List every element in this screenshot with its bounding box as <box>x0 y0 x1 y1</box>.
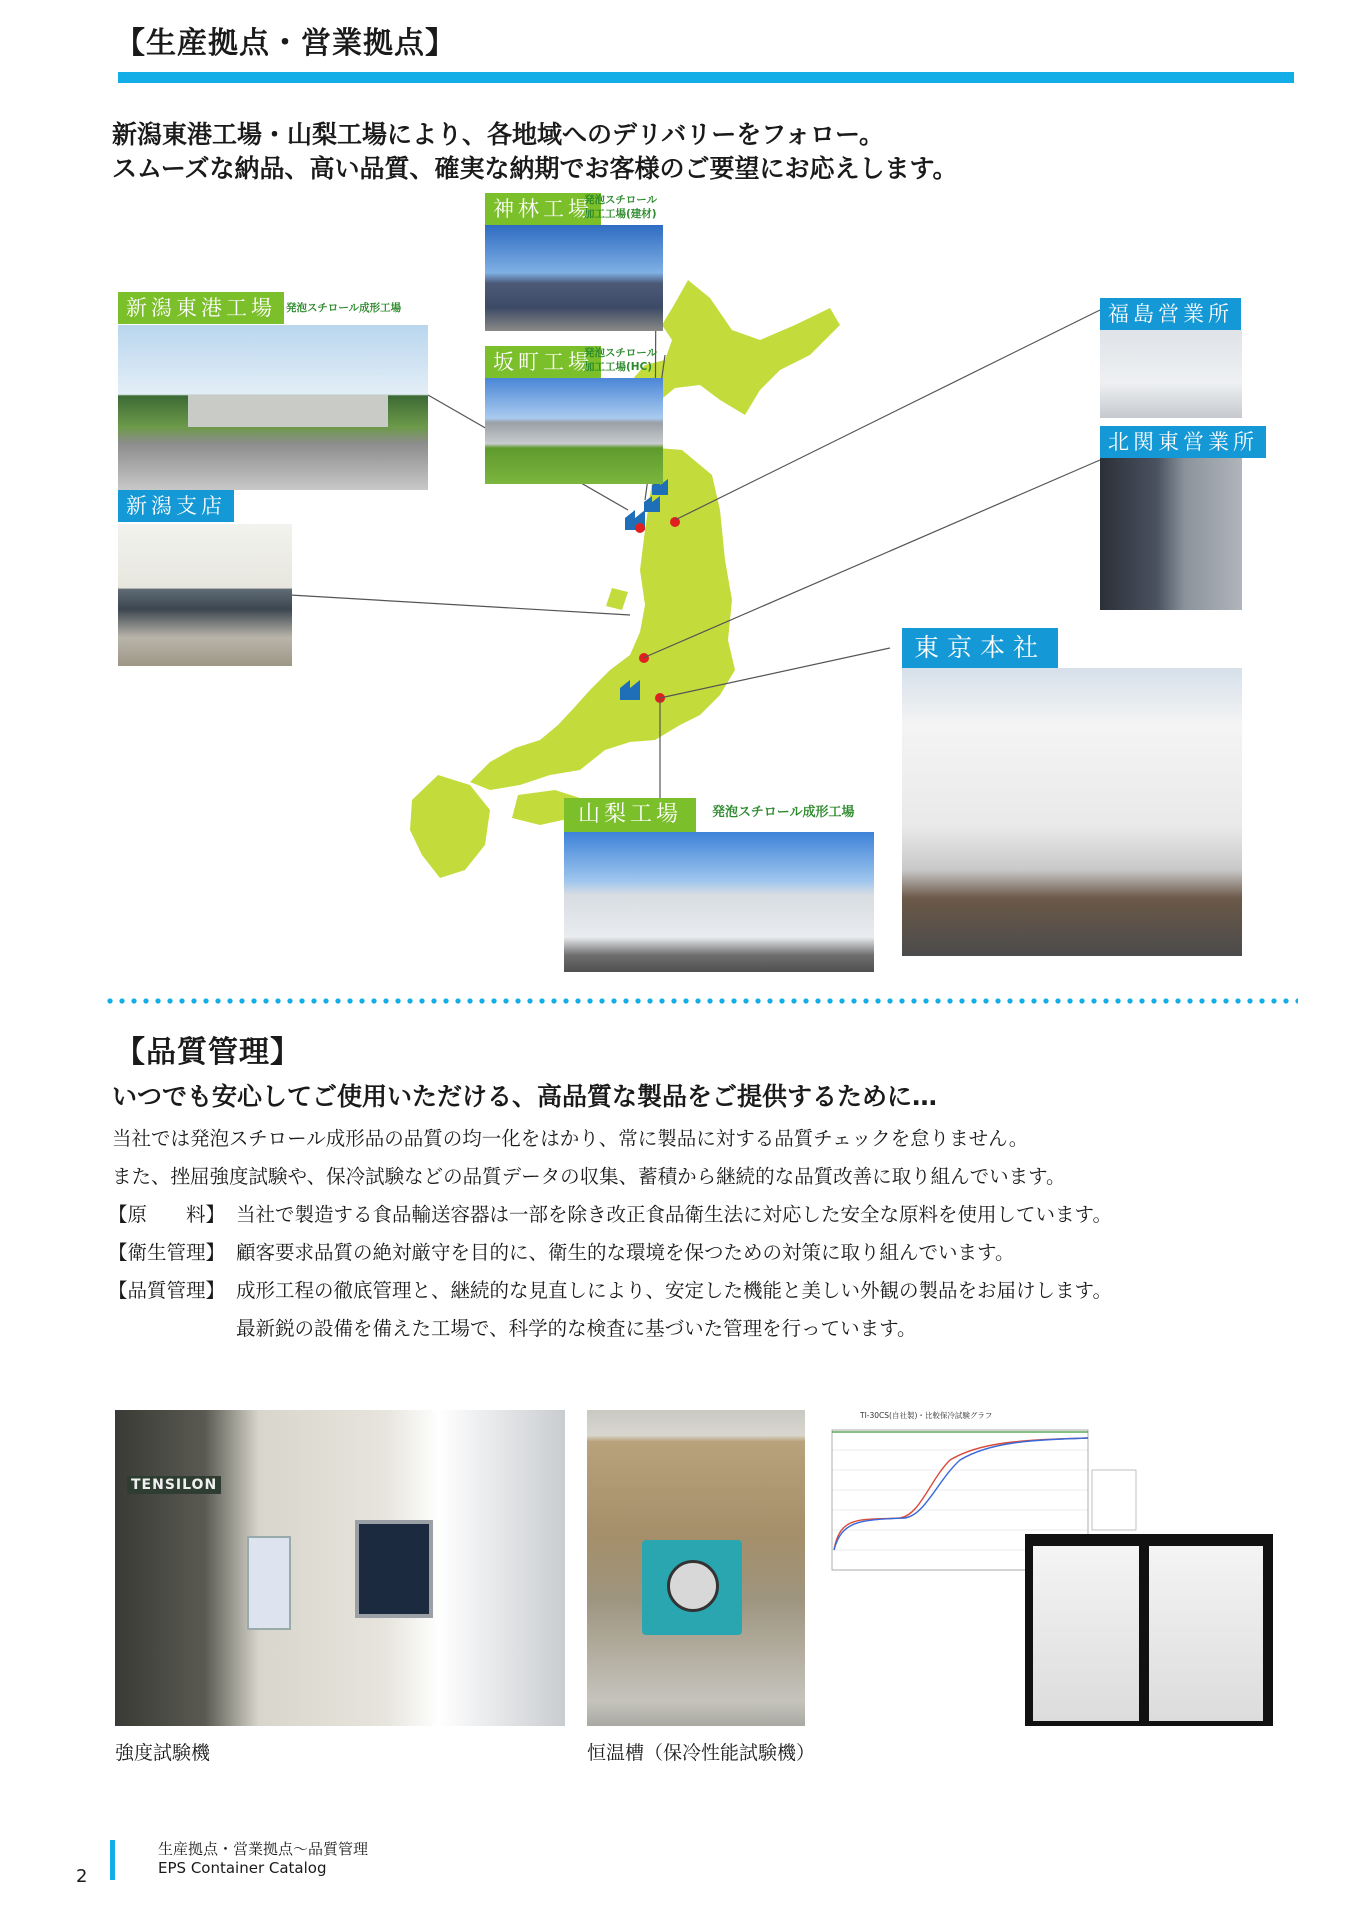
sites-lead-2: スムーズな納品、高い品質、確実な納期でお客様のご要望にお応えします。 <box>112 154 958 183</box>
photo-strength-tester <box>115 1410 565 1726</box>
eps-box-right <box>1149 1546 1263 1721</box>
caption-thermo: 恒温槽（保冷性能試験機） <box>587 1742 816 1764</box>
caption-strength: 強度試験機 <box>115 1742 211 1764</box>
footer-bar <box>110 1840 115 1880</box>
section-title-quality: 【品質管理】 <box>115 1035 301 1070</box>
tag-fukushima: 福島営業所 <box>1100 298 1241 330</box>
item-text-quality-2: 最新鋭の設備を備えた工場で、科学的な検査に基づいた管理を行っています。 <box>236 1317 917 1340</box>
photo-kitakanto <box>1100 458 1242 610</box>
hokkaido-shape <box>632 280 840 415</box>
item-label-material: 【原 料】 <box>108 1203 226 1226</box>
tag-niigata-branch: 新潟支店 <box>118 490 234 522</box>
tag-kitakanto: 北関東営業所 <box>1100 426 1266 458</box>
sub-yamanashi: 発泡スチロール成形工場 <box>712 805 855 820</box>
quality-line-2: また、挫屈強度試験や、保冷試験などの品質データの収集、蓄積から継続的な品質改善に取り組んでいます。 <box>112 1165 1066 1188</box>
title-underline <box>118 72 1294 83</box>
section-divider <box>104 998 1298 1004</box>
office-marker-niigata-branch <box>635 523 645 533</box>
sub-niigata-factory: 発泡スチロール成形工場 <box>286 302 402 314</box>
sites-lead-1: 新潟東港工場・山梨工場により、各地域へのデリバリーをフォロー。 <box>112 120 885 149</box>
sub-sakamachi-2: 加工工場(HC) <box>584 361 653 373</box>
office-marker-tokyo <box>655 693 665 703</box>
factory-marker-sakamachi <box>644 496 660 512</box>
sado-shape <box>606 588 628 610</box>
graph-legend-box <box>1092 1470 1136 1530</box>
factory-building <box>188 395 388 427</box>
footer-line-2: EPS Container Catalog <box>158 1859 327 1877</box>
item-label-hygiene: 【衛生管理】 <box>108 1241 226 1264</box>
photo-eps-boxes <box>1025 1534 1273 1726</box>
japan-map <box>340 270 980 890</box>
tag-tokyo: 東京本社 <box>902 628 1058 668</box>
quality-line-1: 当社では発泡スチロール成形品の品質の均一化をはかり、常に製品に対する品質チェックを怠りません。 <box>112 1127 1029 1150</box>
tag-sakamachi: 坂町工場 <box>485 346 601 378</box>
gauge <box>667 1560 719 1612</box>
office-marker-kitakanto <box>639 653 649 663</box>
section-title-sites: 【生産拠点・営業拠点】 <box>115 26 456 61</box>
quality-lead: いつでも安心してご使用いただける、高品質な製品をご提供するために… <box>112 1082 938 1111</box>
item-text-material: 当社で製造する食品輸送容器は一部を除き改正食品衛生法に対応した安全な原料を使用しています。 <box>236 1203 1112 1226</box>
item-text-quality: 成形工程の徹底管理と、継続的な見直しにより、安定した機能と美しい外観の製品をお届けします。 <box>236 1279 1112 1302</box>
monitor <box>355 1520 433 1618</box>
photo-niigata-factory <box>118 325 428 490</box>
photo-sakamachi <box>485 378 663 484</box>
sub-kanbayashi-2: 加工工場(建材) <box>584 208 657 220</box>
graph-title: TI-30CS(自社製)・比較保冷試験グラフ <box>860 1411 993 1420</box>
photo-tokyo <box>902 668 1242 956</box>
office-marker-fukushima <box>670 517 680 527</box>
item-text-hygiene: 顧客要求品質の絶対厳守を目的に、衛生的な環境を保つための対策に取り組んでいます。 <box>236 1241 1015 1264</box>
tag-kanbayashi: 神林工場 <box>485 193 601 225</box>
photo-fukushima <box>1100 330 1242 418</box>
sub-kanbayashi-1: 発泡スチロール <box>584 194 658 206</box>
footer-line-1: 生産拠点・営業拠点～品質管理 <box>158 1840 369 1858</box>
control-panel <box>247 1536 291 1630</box>
honshu-shape <box>470 448 735 790</box>
kyushu-shape <box>410 775 490 878</box>
tag-yamanashi: 山梨工場 <box>564 798 696 832</box>
item-label-quality: 【品質管理】 <box>108 1279 226 1302</box>
eps-box-left <box>1033 1546 1139 1721</box>
page-number: 2 <box>76 1866 88 1887</box>
tensilon-label: TENSILON <box>127 1476 221 1494</box>
photo-niigata-branch <box>118 524 292 666</box>
photo-thermo-chamber <box>587 1410 805 1726</box>
photo-kanbayashi <box>485 225 663 331</box>
sub-sakamachi-1: 発泡スチロール <box>584 347 658 359</box>
tag-niigata-factory: 新潟東港工場 <box>118 292 284 324</box>
photo-yamanashi <box>564 832 874 972</box>
